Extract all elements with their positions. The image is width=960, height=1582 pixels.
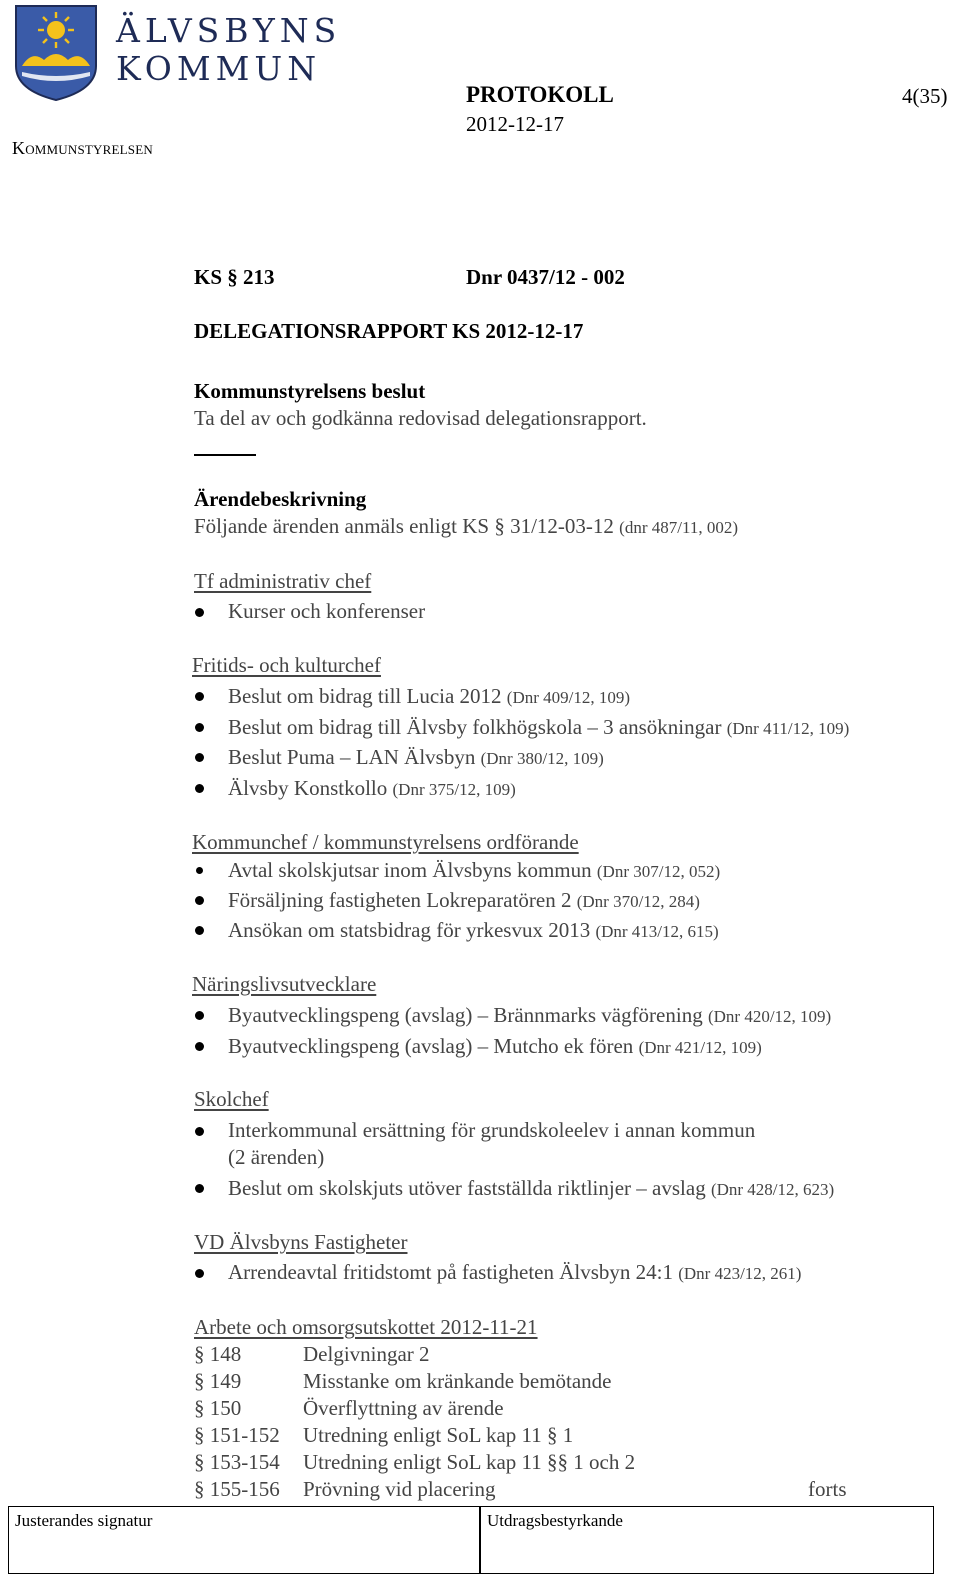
bullet-icon — [195, 784, 204, 793]
list-item — [228, 1034, 762, 1059]
list-item-ref: (Dnr 375/12, 109) — [392, 780, 516, 799]
list-item — [228, 888, 700, 913]
description-heading: Ärendebeskrivning — [194, 487, 367, 511]
decision-text: Ta del av och godkänna redovisad delegationsrapport. — [194, 406, 647, 430]
committee-paragraph-text: Utredning enligt SoL kap 11 § 1 — [303, 1423, 574, 1447]
list-item-text: Avtal skolskjutsar inom Älvsbyns kommun — [228, 858, 592, 882]
ks-number: KS § 213 — [194, 265, 275, 289]
description-intro-text: Följande ärenden anmäls enligt KS § 31/12-03-12 — [194, 514, 614, 538]
bullet-icon — [195, 1269, 204, 1278]
section-title: Tf administrativ chef — [194, 569, 372, 593]
list-item-text: Ansökan om statsbidrag för yrkesvux 2013 — [228, 918, 591, 942]
document-date: 2012-12-17 — [466, 112, 564, 136]
logo-line-1: ÄLVSBYNS — [116, 11, 342, 50]
committee-paragraph-text: Delgivningar 2 — [303, 1342, 430, 1366]
list-item — [228, 918, 719, 943]
bullet-icon — [195, 608, 204, 617]
logo-line-2: KOMMUN — [116, 49, 322, 88]
committee-paragraph-number: § 151-152 — [194, 1423, 280, 1447]
section-title: Fritids- och kulturchef — [192, 653, 381, 677]
continued-label: forts — [808, 1477, 847, 1501]
description-intro-ref: (dnr 487/11, 002) — [619, 518, 738, 537]
case-dnr: Dnr 0437/12 - 002 — [466, 265, 625, 289]
department-label: Kommunstyrelsen — [12, 138, 153, 158]
list-item — [228, 684, 630, 709]
section-title: Näringslivsutvecklare — [192, 972, 377, 996]
list-item-text: Beslut om skolskjuts utöver fastställda riktlinjer – avslag — [228, 1176, 706, 1200]
bullet-icon — [195, 1042, 204, 1051]
footer-divider — [479, 1507, 481, 1573]
list-item-ref: (Dnr 420/12, 109) — [707, 1007, 832, 1026]
description-intro — [194, 514, 738, 539]
committee-paragraph-number: § 148 — [194, 1342, 242, 1366]
list-item-text: Beslut Puma – LAN Älvsbyn — [228, 745, 476, 769]
list-item — [228, 1176, 834, 1201]
list-item-ref: (Dnr 421/12, 109) — [638, 1038, 762, 1057]
section-title: VD Älvsbyns Fastigheter — [194, 1230, 408, 1254]
signature-label: Justerandes signatur — [15, 1511, 153, 1530]
list-item-text: Beslut om bidrag till Lucia 2012 — [228, 684, 502, 708]
list-item-continuation: (2 ärenden) — [228, 1145, 325, 1169]
committee-paragraph-text: Överflyttning av ärende — [303, 1396, 504, 1420]
page-number: 4(35) — [902, 84, 948, 108]
committee-paragraph-number: § 153-154 — [194, 1450, 280, 1474]
list-item-text: Byautvecklingspeng (avslag) – Brännmarks vägförening — [228, 1003, 703, 1027]
committee-paragraph-number: § 155-156 — [194, 1477, 280, 1501]
decision-heading: Kommunstyrelsens beslut — [194, 379, 426, 403]
bullet-icon — [195, 1127, 204, 1136]
list-item — [228, 715, 849, 740]
list-item — [228, 745, 604, 770]
bullet-icon — [195, 1011, 204, 1020]
list-item — [228, 858, 720, 883]
bullet-icon — [196, 867, 203, 874]
municipality-crest-icon — [14, 4, 98, 102]
list-item-text: Försäljning fastigheten Lokreparatören 2 — [228, 888, 572, 912]
list-item-ref: (Dnr 413/12, 615) — [595, 922, 719, 941]
bullet-icon — [195, 723, 204, 732]
list-item — [228, 776, 516, 801]
section-title: Kommunchef / kommunstyrelsens ordförande — [192, 830, 579, 854]
list-item-ref: (Dnr 409/12, 109) — [506, 688, 631, 707]
list-item-text: Byautvecklingspeng (avslag) – Mutcho ek fören — [228, 1034, 634, 1058]
section-title: Skolchef — [194, 1087, 269, 1111]
list-item: Interkommunal ersättning för grundskoleelev i annan kommun — [228, 1118, 756, 1142]
bullet-icon — [195, 692, 204, 701]
signature-footer — [8, 1506, 934, 1574]
committee-paragraph-text: Misstanke om kränkande bemötande — [303, 1369, 612, 1393]
document-type: PROTOKOLL — [466, 82, 614, 107]
list-item-ref: (Dnr 380/12, 109) — [480, 749, 604, 768]
committee-paragraph-text: Utredning enligt SoL kap 11 §§ 1 och 2 — [303, 1450, 636, 1474]
list-item-text: Beslut om bidrag till Älvsby folkhögskola – 3 ansökningar — [228, 715, 722, 739]
list-item-text: Älvsby Konstkollo — [228, 776, 388, 800]
separator-rule — [194, 454, 256, 456]
committee-paragraph-number: § 149 — [194, 1369, 242, 1393]
list-item: Kurser och konferenser — [228, 599, 426, 623]
list-item-ref: (Dnr 370/12, 284) — [576, 892, 700, 911]
list-item-text: Arrendeavtal fritidstomt på fastigheten Älvsbyn 24:1 — [228, 1260, 673, 1284]
list-item — [228, 1003, 831, 1028]
bullet-icon — [195, 1184, 204, 1193]
committee-title: Arbete och omsorgsutskottet 2012-11-21 — [194, 1315, 538, 1339]
list-item — [228, 1260, 801, 1285]
list-item-ref: (Dnr 411/12, 109) — [726, 719, 850, 738]
bullet-icon — [195, 926, 204, 935]
committee-paragraph-number: § 150 — [194, 1396, 242, 1420]
list-item-ref: (Dnr 307/12, 052) — [596, 862, 721, 881]
committee-paragraph-text: Prövning vid placering — [303, 1477, 496, 1501]
extract-label: Utdragsbestyrkande — [487, 1511, 623, 1530]
case-title: DELEGATIONSRAPPORT KS 2012-12-17 — [194, 319, 584, 343]
list-item-ref: (Dnr 423/12, 261) — [678, 1264, 802, 1283]
bullet-icon — [195, 896, 204, 905]
bullet-icon — [195, 753, 204, 762]
list-item-ref: (Dnr 428/12, 623) — [710, 1180, 835, 1199]
